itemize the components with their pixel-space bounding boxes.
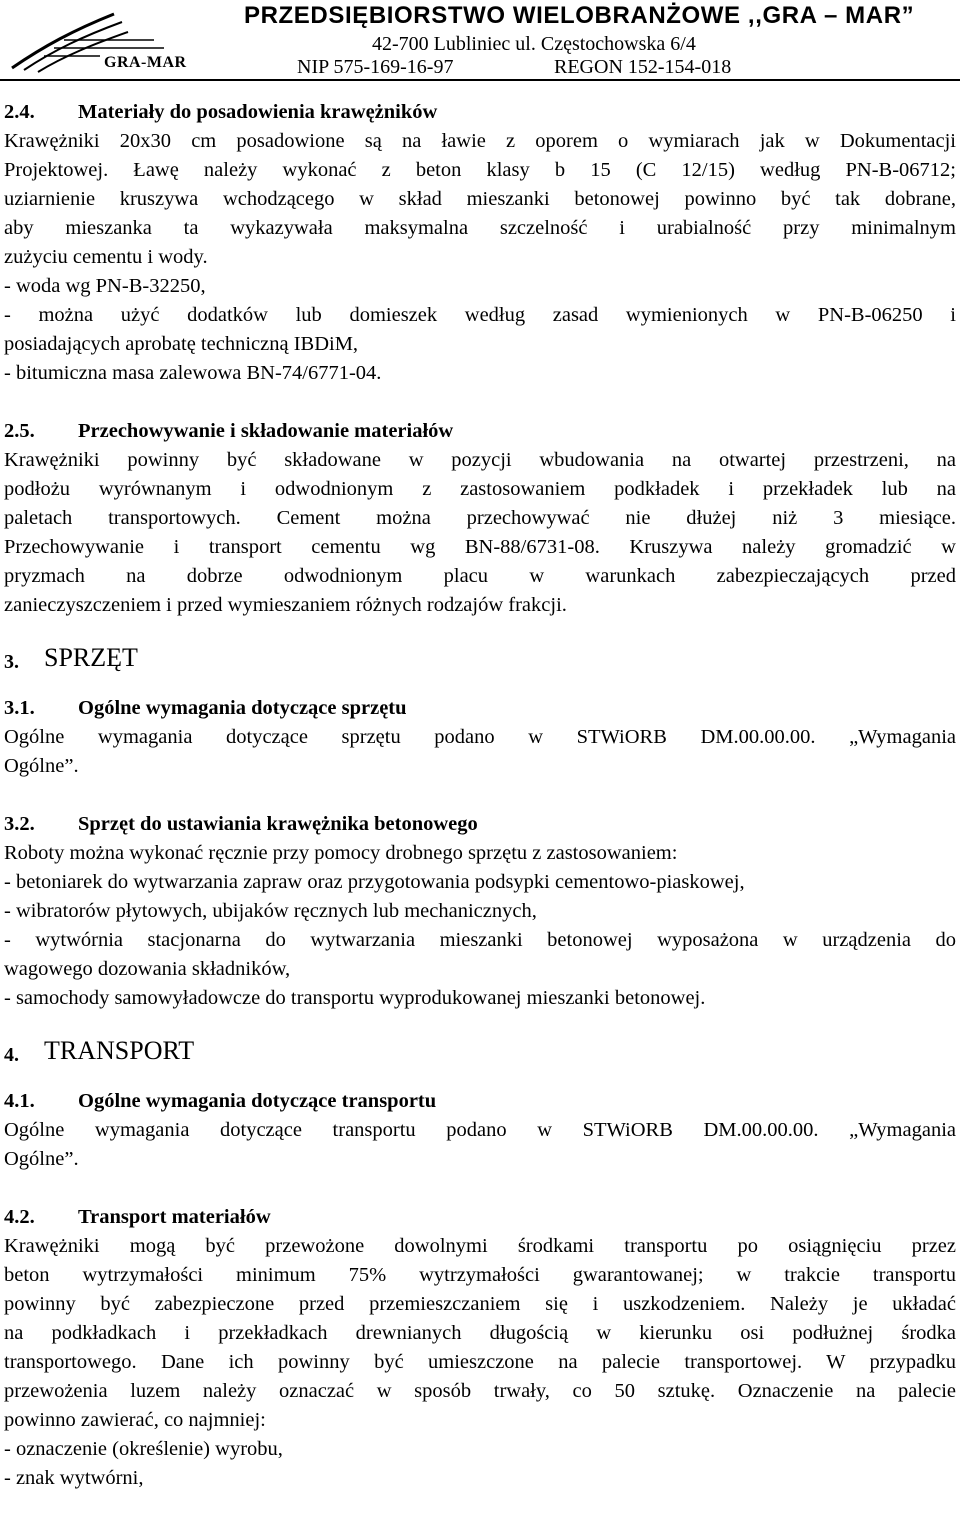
text-line: aby mieszanka ta wykazywała maksymalna szczelność i urabialność przy minimalnym bbox=[4, 217, 956, 239]
text-line: - można użyć dodatków lub domieszek według zasad wymienionych w PN-B-06250 i bbox=[4, 304, 956, 326]
company-regon: REGON 152-154-018 bbox=[554, 56, 732, 78]
section-title: Transport materiałów bbox=[78, 1206, 271, 1228]
text-line: transportowego. Dane ich powinny być umieszczone na palecie transportowej. W przypadku bbox=[4, 1351, 956, 1373]
chapter-number: 4. bbox=[4, 1044, 19, 1066]
company-nip: NIP 575-169-16-97 bbox=[297, 56, 454, 78]
section-heading bbox=[4, 98, 956, 127]
section-heading bbox=[4, 810, 956, 839]
text-line: - woda wg PN-B-32250, bbox=[4, 275, 206, 297]
section-paragraph bbox=[4, 127, 956, 388]
section-number: 4.1. bbox=[4, 1090, 35, 1112]
section-paragraph bbox=[4, 1232, 956, 1493]
text-line: powinny być zabezpieczone przed przemieszczaniem się i uszkodzeniem. Należy je układać bbox=[4, 1293, 956, 1315]
chapter-title: SPRZĘT bbox=[44, 643, 138, 672]
header-divider bbox=[0, 79, 960, 81]
text-line: Ogólne”. bbox=[4, 755, 79, 777]
section-number: 2.4. bbox=[4, 101, 35, 123]
text-line: - znak wytwórni, bbox=[4, 1467, 144, 1489]
chapter-heading bbox=[4, 642, 956, 678]
text-line: - wytwórnia stacjonarna do wytwarzania mieszanki betonowej wyposażona w urządzenia do bbox=[4, 929, 956, 951]
section-number: 2.5. bbox=[4, 420, 35, 442]
text-line: Ogólne”. bbox=[4, 1148, 79, 1170]
chapter-title: TRANSPORT bbox=[44, 1036, 195, 1065]
text-line: Roboty można wykonać ręcznie przy pomocy drobnego sprzętu z zastosowaniem: bbox=[4, 842, 678, 864]
section-heading bbox=[4, 1203, 956, 1232]
section-number: 3.2. bbox=[4, 813, 35, 835]
letterhead bbox=[0, 0, 960, 80]
text-line: - wibratorów płytowych, ubijaków ręcznych lub mechanicznych, bbox=[4, 900, 537, 922]
text-line: Krawężniki 20x30 cm posadowione są na ławie z oporem o wymiarach jak w Dokumentacji bbox=[4, 130, 956, 152]
text-line: pryzmach na dobrze odwodnionym placu w warunkach zabezpieczających przed bbox=[4, 565, 956, 587]
text-line: - bitumiczna masa zalewowa BN-74/6771-04. bbox=[4, 362, 382, 384]
company-logo bbox=[4, 6, 190, 78]
text-line: paletach transportowych. Cement można przechowywać nie dłużej niż 3 miesiące. bbox=[4, 507, 956, 529]
chapter-number: 3. bbox=[4, 651, 19, 673]
section-title: Materiały do posadowienia krawężników bbox=[78, 101, 438, 123]
text-line: Ogólne wymagania dotyczące sprzętu podano w STWiORB DM.00.00.00. „Wymagania bbox=[4, 726, 956, 748]
section-number: 3.1. bbox=[4, 697, 35, 719]
text-line: zanieczyszczeniem i przed wymieszaniem różnych rodzajów frakcji. bbox=[4, 594, 567, 616]
section-title: Ogólne wymagania dotyczące sprzętu bbox=[78, 697, 407, 719]
text-line: beton wytrzymałości minimum 75% wytrzymałości gwarantowanej; w trakcie transportu bbox=[4, 1264, 956, 1286]
text-line: Krawężniki powinny być składowane w pozycji wbudowania na otwartej przestrzeni, na bbox=[4, 449, 956, 471]
text-line: - oznaczenie (określenie) wyrobu, bbox=[4, 1438, 283, 1460]
text-line: Projektowej. Ławę należy wykonać z beton klasy b 15 (C 12/15) według PN-B-06712; bbox=[4, 159, 956, 181]
text-line: podłożu wyrównanym i odwodnionym z zastosowaniem podkładek i przekładek lub na bbox=[4, 478, 956, 500]
section-title: Ogólne wymagania dotyczące transportu bbox=[78, 1090, 437, 1112]
section-title: Sprzęt do ustawiania krawężnika betonowego bbox=[78, 813, 478, 835]
text-line: Ogólne wymagania dotyczące transportu podano w STWiORB DM.00.00.00. „Wymagania bbox=[4, 1119, 956, 1141]
section-paragraph bbox=[4, 839, 956, 1013]
logo-text: GRA-MAR bbox=[104, 54, 187, 71]
section-paragraph bbox=[4, 446, 956, 620]
section-paragraph bbox=[4, 723, 956, 781]
text-line: przewożenia luzem należy oznaczać w sposób trwały, co 50 sztukę. Oznaczenie na palecie bbox=[4, 1380, 956, 1402]
text-line: - betoniarek do wytwarzania zapraw oraz przygotowania podsypki cementowo-piaskowej, bbox=[4, 871, 745, 893]
document-body bbox=[4, 98, 956, 1493]
text-line: powinno zawierać, co najmniej: bbox=[4, 1409, 266, 1431]
section-heading bbox=[4, 417, 956, 446]
text-line: wagowego dozowania składników, bbox=[4, 958, 291, 980]
section-heading bbox=[4, 694, 956, 723]
company-name: PRZEDSIĘBIORSTWO WIELOBRANŻOWE ,,GRA – MAR” bbox=[244, 2, 915, 29]
text-line: uziarnienie kruszywa wchodzącego w skład mieszanki betonowej powinno być tak dobrane, bbox=[4, 188, 956, 210]
company-address: 42-700 Lubliniec ul. Częstochowska 6/4 bbox=[372, 33, 696, 55]
text-line: Przechowywanie i transport cementu wg BN-88/6731-08. Kruszywa należy gromadzić w bbox=[4, 536, 956, 558]
text-line: posiadających aprobatę techniczną IBDiM, bbox=[4, 333, 359, 355]
section-title: Przechowywanie i składowanie materiałów bbox=[78, 420, 454, 442]
chapter-heading bbox=[4, 1035, 956, 1071]
section-heading bbox=[4, 1087, 956, 1116]
text-line: na podkładkach i przekładkach drewnianych długością w kierunku osi podłużnej środka bbox=[4, 1322, 956, 1344]
section-paragraph bbox=[4, 1116, 956, 1174]
text-line: - samochody samowyładowcze do transportu wyprodukowanej mieszanki betonowej. bbox=[4, 987, 706, 1009]
section-number: 4.2. bbox=[4, 1206, 35, 1228]
text-line: zużyciu cementu i wody. bbox=[4, 246, 208, 268]
text-line: Krawężniki mogą być przewożone dowolnymi środkami transportu po osiągnięciu przez bbox=[4, 1235, 956, 1257]
